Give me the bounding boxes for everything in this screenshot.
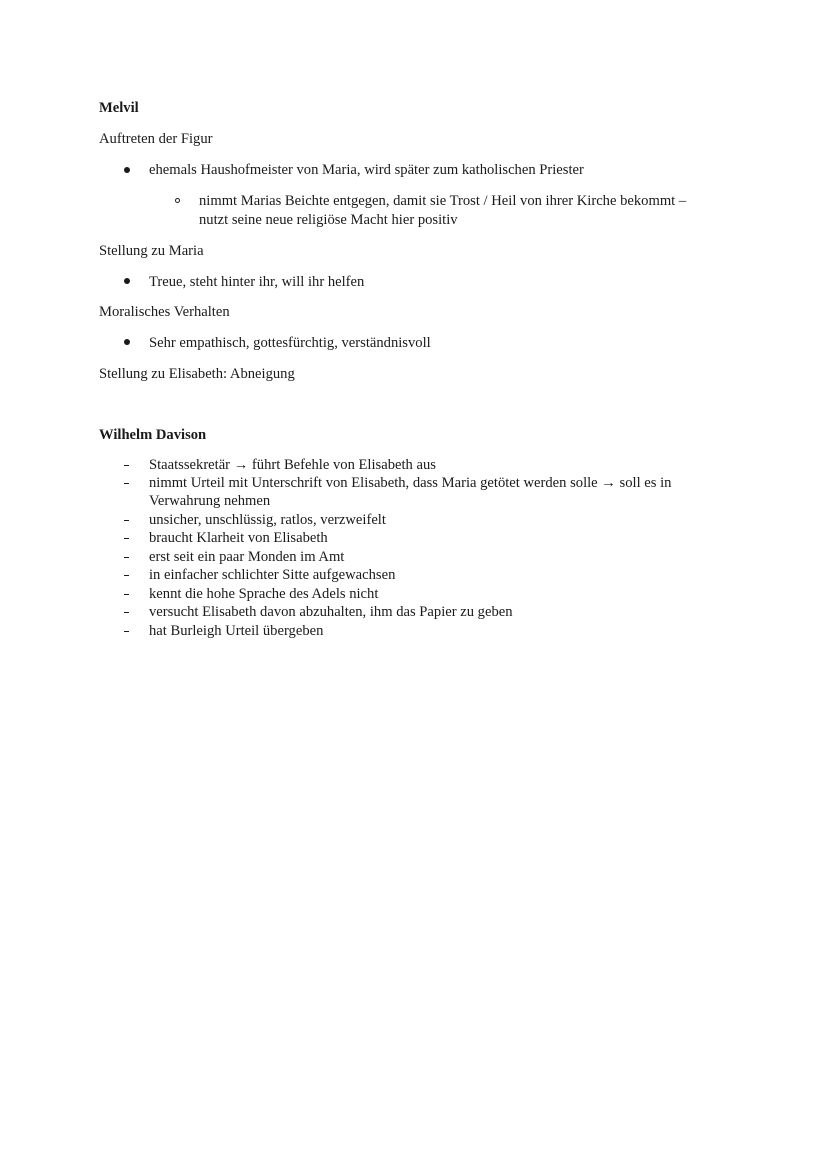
dash-bullet-icon <box>124 575 129 576</box>
bullet-dot-icon <box>124 339 130 345</box>
melvil-maria-bullet: Treue, steht hinter ihr, will ihr helfen <box>149 274 365 290</box>
melvil-appearance-bullet: ehemals Haushofmeister von Maria, wird später zum katholischen Priester <box>149 162 584 178</box>
dash-bullet-icon <box>124 612 129 613</box>
davison-item: braucht Klarheit von Elisabeth <box>149 530 328 546</box>
melvil-section-moral-label: Moralisches Verhalten <box>99 304 230 320</box>
dash-bullet-icon <box>124 631 129 632</box>
davison-item: unsicher, unschlüssig, ratlos, verzweifelt <box>149 512 386 528</box>
bullet-dot-icon <box>124 278 130 284</box>
davison-heading: Wilhelm Davison <box>99 427 207 443</box>
bullet-circle-icon <box>175 198 180 203</box>
melvil-section-appearance-label: Auftreten der Figur <box>99 131 213 147</box>
dash-bullet-icon <box>124 557 129 558</box>
dash-bullet-icon <box>124 483 129 484</box>
davison-item: hat Burleigh Urteil übergeben <box>149 623 324 639</box>
dash-bullet-icon <box>124 520 129 521</box>
davison-item: erst seit ein paar Monden im Amt <box>149 549 345 565</box>
dash-bullet-icon <box>124 594 129 595</box>
melvil-heading: Melvil <box>99 100 139 116</box>
melvil-moral-bullet: Sehr empathisch, gottesfürchtig, verständnisvoll <box>149 335 431 351</box>
davison-item: kennt die hohe Sprache des Adels nicht <box>149 586 379 602</box>
bullet-dot-icon <box>124 167 130 173</box>
davison-item: Staatssekretär → führt Befehle von Elisabeth aus <box>149 457 436 473</box>
melvil-appearance-subbullet-line2: nutzt seine neue religiöse Macht hier positiv <box>199 212 458 228</box>
dash-bullet-icon <box>124 538 129 539</box>
davison-item-continuation: Verwahrung nehmen <box>149 493 271 509</box>
davison-item: in einfacher schlichter Sitte aufgewachsen <box>149 567 396 583</box>
davison-item: versucht Elisabeth davon abzuhalten, ihm das Papier zu geben <box>149 604 513 620</box>
melvil-section-maria-label: Stellung zu Maria <box>99 243 204 259</box>
melvil-section-elisabeth-label: Stellung zu Elisabeth: Abneigung <box>99 366 295 382</box>
dash-bullet-icon <box>124 465 129 466</box>
davison-item: nimmt Urteil mit Unterschrift von Elisabeth, dass Maria getötet werden solle → soll es in <box>149 475 672 491</box>
melvil-appearance-subbullet-line1: nimmt Marias Beichte entgegen, damit sie Trost / Heil von ihrer Kirche bekommt – <box>199 193 687 209</box>
